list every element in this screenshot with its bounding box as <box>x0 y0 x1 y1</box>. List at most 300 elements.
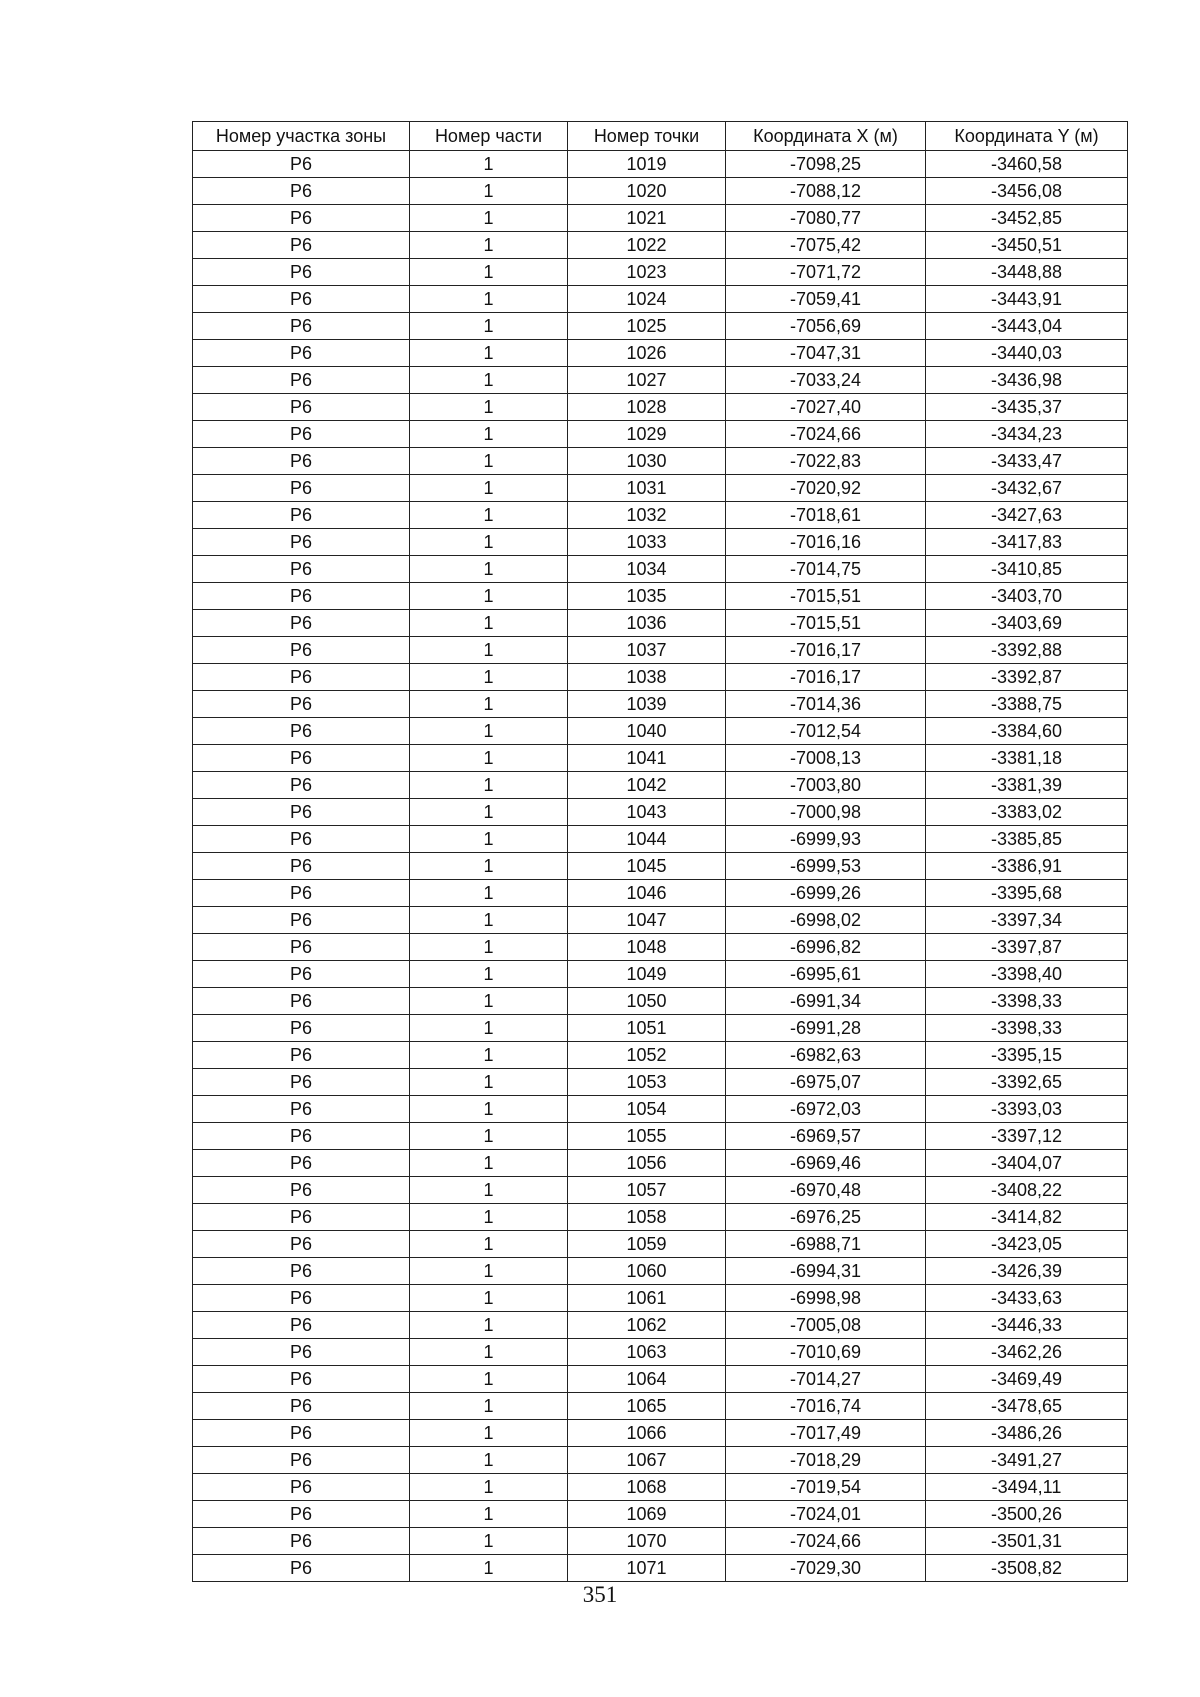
cell-part-number: 1 <box>410 259 568 286</box>
table-row <box>193 1555 1128 1582</box>
table-row <box>193 151 1128 178</box>
cell-coordinate-y: -3436,98 <box>926 367 1128 394</box>
table-row <box>193 448 1128 475</box>
table-row <box>193 610 1128 637</box>
cell-point-number: 1019 <box>568 151 726 178</box>
cell-coordinate-x: -7027,40 <box>726 394 926 421</box>
cell-coordinate-y: -3385,85 <box>926 826 1128 853</box>
cell-part-number: 1 <box>410 1258 568 1285</box>
cell-part-number: 1 <box>410 1204 568 1231</box>
table-row <box>193 205 1128 232</box>
cell-point-number: 1028 <box>568 394 726 421</box>
cell-coordinate-y: -3395,68 <box>926 880 1128 907</box>
cell-point-number: 1040 <box>568 718 726 745</box>
cell-point-number: 1064 <box>568 1366 726 1393</box>
cell-coordinate-x: -7000,98 <box>726 799 926 826</box>
cell-coordinate-y: -3392,87 <box>926 664 1128 691</box>
table-row <box>193 1393 1128 1420</box>
cell-coordinate-x: -7016,17 <box>726 664 926 691</box>
cell-part-number: 1 <box>410 1015 568 1042</box>
table-row <box>193 961 1128 988</box>
table-row <box>193 907 1128 934</box>
table-row <box>193 1420 1128 1447</box>
cell-coordinate-y: -3398,33 <box>926 1015 1128 1042</box>
cell-point-number: 1069 <box>568 1501 726 1528</box>
cell-coordinate-y: -3398,40 <box>926 961 1128 988</box>
cell-part-number: 1 <box>410 232 568 259</box>
cell-zone-section: Р6 <box>193 232 410 259</box>
table-row <box>193 583 1128 610</box>
header-zone-section-number: Номер участка зоны <box>193 122 410 151</box>
cell-point-number: 1058 <box>568 1204 726 1231</box>
cell-zone-section: Р6 <box>193 691 410 718</box>
cell-part-number: 1 <box>410 718 568 745</box>
cell-coordinate-x: -6970,48 <box>726 1177 926 1204</box>
cell-coordinate-y: -3432,67 <box>926 475 1128 502</box>
table-row <box>193 259 1128 286</box>
cell-part-number: 1 <box>410 1150 568 1177</box>
table-row <box>193 1366 1128 1393</box>
cell-point-number: 1044 <box>568 826 726 853</box>
cell-zone-section: Р6 <box>193 556 410 583</box>
cell-point-number: 1045 <box>568 853 726 880</box>
cell-zone-section: Р6 <box>193 664 410 691</box>
cell-coordinate-x: -6969,57 <box>726 1123 926 1150</box>
cell-coordinate-x: -6999,26 <box>726 880 926 907</box>
cell-part-number: 1 <box>410 988 568 1015</box>
cell-zone-section: Р6 <box>193 583 410 610</box>
cell-coordinate-y: -3403,69 <box>926 610 1128 637</box>
table-row <box>193 1231 1128 1258</box>
cell-point-number: 1061 <box>568 1285 726 1312</box>
cell-zone-section: Р6 <box>193 610 410 637</box>
cell-zone-section: Р6 <box>193 988 410 1015</box>
cell-part-number: 1 <box>410 826 568 853</box>
cell-part-number: 1 <box>410 880 568 907</box>
cell-part-number: 1 <box>410 178 568 205</box>
cell-zone-section: Р6 <box>193 1096 410 1123</box>
table-row <box>193 1204 1128 1231</box>
cell-point-number: 1027 <box>568 367 726 394</box>
cell-coordinate-y: -3433,47 <box>926 448 1128 475</box>
cell-coordinate-x: -6972,03 <box>726 1096 926 1123</box>
cell-part-number: 1 <box>410 745 568 772</box>
cell-coordinate-x: -7033,24 <box>726 367 926 394</box>
cell-part-number: 1 <box>410 529 568 556</box>
table-row <box>193 1312 1128 1339</box>
cell-part-number: 1 <box>410 340 568 367</box>
cell-coordinate-x: -7015,51 <box>726 610 926 637</box>
cell-point-number: 1033 <box>568 529 726 556</box>
cell-zone-section: Р6 <box>193 1555 410 1582</box>
cell-zone-section: Р6 <box>193 772 410 799</box>
table-row <box>193 691 1128 718</box>
cell-coordinate-y: -3408,22 <box>926 1177 1128 1204</box>
cell-coordinate-y: -3414,82 <box>926 1204 1128 1231</box>
cell-part-number: 1 <box>410 394 568 421</box>
cell-point-number: 1032 <box>568 502 726 529</box>
cell-point-number: 1052 <box>568 1042 726 1069</box>
cell-coordinate-x: -7098,25 <box>726 151 926 178</box>
cell-point-number: 1065 <box>568 1393 726 1420</box>
cell-part-number: 1 <box>410 1339 568 1366</box>
cell-part-number: 1 <box>410 637 568 664</box>
cell-point-number: 1020 <box>568 178 726 205</box>
table-header <box>193 122 1128 151</box>
cell-part-number: 1 <box>410 502 568 529</box>
table-row <box>193 826 1128 853</box>
cell-zone-section: Р6 <box>193 1339 410 1366</box>
cell-coordinate-y: -3500,26 <box>926 1501 1128 1528</box>
cell-coordinate-x: -7059,41 <box>726 286 926 313</box>
cell-point-number: 1057 <box>568 1177 726 1204</box>
cell-coordinate-y: -3478,65 <box>926 1393 1128 1420</box>
cell-coordinate-x: -6998,98 <box>726 1285 926 1312</box>
cell-part-number: 1 <box>410 1042 568 1069</box>
cell-point-number: 1043 <box>568 799 726 826</box>
cell-coordinate-x: -6995,61 <box>726 961 926 988</box>
cell-coordinate-x: -7014,75 <box>726 556 926 583</box>
cell-point-number: 1023 <box>568 259 726 286</box>
cell-zone-section: Р6 <box>193 151 410 178</box>
cell-coordinate-x: -7024,01 <box>726 1501 926 1528</box>
cell-point-number: 1026 <box>568 340 726 367</box>
cell-part-number: 1 <box>410 1231 568 1258</box>
cell-point-number: 1068 <box>568 1474 726 1501</box>
table-row <box>193 1069 1128 1096</box>
cell-coordinate-y: -3486,26 <box>926 1420 1128 1447</box>
cell-part-number: 1 <box>410 664 568 691</box>
cell-part-number: 1 <box>410 1123 568 1150</box>
cell-coordinate-y: -3452,85 <box>926 205 1128 232</box>
header-point-number: Номер точки <box>568 122 726 151</box>
cell-part-number: 1 <box>410 475 568 502</box>
cell-point-number: 1070 <box>568 1528 726 1555</box>
cell-point-number: 1060 <box>568 1258 726 1285</box>
table-row <box>193 421 1128 448</box>
table-row <box>193 340 1128 367</box>
cell-coordinate-y: -3462,26 <box>926 1339 1128 1366</box>
table-row <box>193 1123 1128 1150</box>
table-row <box>193 178 1128 205</box>
cell-coordinate-y: -3460,58 <box>926 151 1128 178</box>
cell-zone-section: Р6 <box>193 745 410 772</box>
table-row <box>193 1447 1128 1474</box>
cell-point-number: 1047 <box>568 907 726 934</box>
cell-coordinate-x: -7056,69 <box>726 313 926 340</box>
cell-point-number: 1059 <box>568 1231 726 1258</box>
cell-part-number: 1 <box>410 1366 568 1393</box>
cell-zone-section: Р6 <box>193 502 410 529</box>
table-row <box>193 1285 1128 1312</box>
cell-point-number: 1024 <box>568 286 726 313</box>
cell-coordinate-y: -3410,85 <box>926 556 1128 583</box>
table-row <box>193 502 1128 529</box>
cell-part-number: 1 <box>410 286 568 313</box>
table-row <box>193 799 1128 826</box>
cell-coordinate-x: -7080,77 <box>726 205 926 232</box>
cell-part-number: 1 <box>410 313 568 340</box>
cell-point-number: 1036 <box>568 610 726 637</box>
cell-zone-section: Р6 <box>193 934 410 961</box>
cell-part-number: 1 <box>410 1177 568 1204</box>
cell-part-number: 1 <box>410 1393 568 1420</box>
cell-zone-section: Р6 <box>193 718 410 745</box>
cell-point-number: 1031 <box>568 475 726 502</box>
cell-coordinate-x: -7022,83 <box>726 448 926 475</box>
cell-coordinate-x: -7016,16 <box>726 529 926 556</box>
cell-coordinate-y: -3381,39 <box>926 772 1128 799</box>
cell-point-number: 1049 <box>568 961 726 988</box>
cell-zone-section: Р6 <box>193 367 410 394</box>
cell-coordinate-x: -7088,12 <box>726 178 926 205</box>
table-row <box>193 1501 1128 1528</box>
cell-coordinate-y: -3491,27 <box>926 1447 1128 1474</box>
cell-zone-section: Р6 <box>193 880 410 907</box>
cell-zone-section: Р6 <box>193 961 410 988</box>
cell-coordinate-y: -3383,02 <box>926 799 1128 826</box>
table-row <box>193 934 1128 961</box>
cell-zone-section: Р6 <box>193 421 410 448</box>
cell-coordinate-y: -3426,39 <box>926 1258 1128 1285</box>
cell-zone-section: Р6 <box>193 1393 410 1420</box>
cell-coordinate-y: -3397,12 <box>926 1123 1128 1150</box>
cell-coordinate-x: -6999,93 <box>726 826 926 853</box>
cell-coordinate-y: -3435,37 <box>926 394 1128 421</box>
cell-coordinate-x: -7012,54 <box>726 718 926 745</box>
cell-coordinate-y: -3448,88 <box>926 259 1128 286</box>
cell-point-number: 1038 <box>568 664 726 691</box>
cell-coordinate-x: -7018,29 <box>726 1447 926 1474</box>
table-row <box>193 1339 1128 1366</box>
cell-part-number: 1 <box>410 1528 568 1555</box>
cell-zone-section: Р6 <box>193 286 410 313</box>
cell-point-number: 1025 <box>568 313 726 340</box>
table-row <box>193 988 1128 1015</box>
cell-coordinate-y: -3404,07 <box>926 1150 1128 1177</box>
cell-part-number: 1 <box>410 1285 568 1312</box>
cell-zone-section: Р6 <box>193 1447 410 1474</box>
cell-part-number: 1 <box>410 853 568 880</box>
cell-zone-section: Р6 <box>193 1042 410 1069</box>
cell-point-number: 1030 <box>568 448 726 475</box>
cell-zone-section: Р6 <box>193 1312 410 1339</box>
cell-part-number: 1 <box>410 1555 568 1582</box>
cell-coordinate-y: -3508,82 <box>926 1555 1128 1582</box>
cell-zone-section: Р6 <box>193 907 410 934</box>
cell-part-number: 1 <box>410 691 568 718</box>
cell-zone-section: Р6 <box>193 799 410 826</box>
cell-coordinate-x: -7071,72 <box>726 259 926 286</box>
cell-part-number: 1 <box>410 151 568 178</box>
table-row <box>193 367 1128 394</box>
cell-zone-section: Р6 <box>193 1420 410 1447</box>
cell-coordinate-x: -7003,80 <box>726 772 926 799</box>
cell-coordinate-x: -6991,28 <box>726 1015 926 1042</box>
cell-point-number: 1066 <box>568 1420 726 1447</box>
cell-zone-section: Р6 <box>193 1204 410 1231</box>
cell-point-number: 1071 <box>568 1555 726 1582</box>
cell-zone-section: Р6 <box>193 205 410 232</box>
cell-zone-section: Р6 <box>193 313 410 340</box>
cell-coordinate-y: -3433,63 <box>926 1285 1128 1312</box>
cell-coordinate-y: -3443,04 <box>926 313 1128 340</box>
table-body <box>193 151 1128 1582</box>
cell-point-number: 1035 <box>568 583 726 610</box>
cell-zone-section: Р6 <box>193 853 410 880</box>
cell-coordinate-y: -3388,75 <box>926 691 1128 718</box>
table-row <box>193 1150 1128 1177</box>
cell-point-number: 1037 <box>568 637 726 664</box>
header-coordinate-x: Координата X (м) <box>726 122 926 151</box>
cell-coordinate-x: -7047,31 <box>726 340 926 367</box>
cell-part-number: 1 <box>410 1501 568 1528</box>
table-row <box>193 1015 1128 1042</box>
cell-part-number: 1 <box>410 1096 568 1123</box>
cell-zone-section: Р6 <box>193 340 410 367</box>
coordinates-table <box>192 121 1128 1582</box>
table-row <box>193 1258 1128 1285</box>
page-number: 351 <box>582 1582 618 1607</box>
cell-zone-section: Р6 <box>193 1015 410 1042</box>
cell-coordinate-y: -3501,31 <box>926 1528 1128 1555</box>
cell-coordinate-x: -7029,30 <box>726 1555 926 1582</box>
cell-part-number: 1 <box>410 961 568 988</box>
cell-zone-section: Р6 <box>193 1474 410 1501</box>
cell-point-number: 1055 <box>568 1123 726 1150</box>
cell-part-number: 1 <box>410 772 568 799</box>
cell-zone-section: Р6 <box>193 529 410 556</box>
cell-zone-section: Р6 <box>193 1150 410 1177</box>
header-part-number: Номер части <box>410 122 568 151</box>
table-row <box>193 556 1128 583</box>
cell-coordinate-x: -6994,31 <box>726 1258 926 1285</box>
cell-coordinate-y: -3397,87 <box>926 934 1128 961</box>
cell-zone-section: Р6 <box>193 826 410 853</box>
table-row <box>193 232 1128 259</box>
cell-point-number: 1021 <box>568 205 726 232</box>
cell-point-number: 1062 <box>568 1312 726 1339</box>
cell-coordinate-y: -3450,51 <box>926 232 1128 259</box>
cell-part-number: 1 <box>410 448 568 475</box>
table-row <box>193 1096 1128 1123</box>
cell-coordinate-y: -3403,70 <box>926 583 1128 610</box>
cell-coordinate-x: -7016,17 <box>726 637 926 664</box>
header-row <box>193 122 1128 151</box>
header-coordinate-y: Координата Y (м) <box>926 122 1128 151</box>
cell-zone-section: Р6 <box>193 637 410 664</box>
cell-zone-section: Р6 <box>193 1177 410 1204</box>
cell-part-number: 1 <box>410 1312 568 1339</box>
cell-point-number: 1051 <box>568 1015 726 1042</box>
cell-coordinate-y: -3392,65 <box>926 1069 1128 1096</box>
table-row <box>193 1474 1128 1501</box>
cell-coordinate-y: -3456,08 <box>926 178 1128 205</box>
cell-part-number: 1 <box>410 367 568 394</box>
cell-part-number: 1 <box>410 934 568 961</box>
cell-point-number: 1053 <box>568 1069 726 1096</box>
cell-part-number: 1 <box>410 421 568 448</box>
table-row <box>193 745 1128 772</box>
cell-coordinate-x: -7005,08 <box>726 1312 926 1339</box>
table-row <box>193 637 1128 664</box>
cell-point-number: 1029 <box>568 421 726 448</box>
cell-coordinate-x: -7015,51 <box>726 583 926 610</box>
cell-part-number: 1 <box>410 556 568 583</box>
cell-point-number: 1054 <box>568 1096 726 1123</box>
cell-coordinate-y: -3393,03 <box>926 1096 1128 1123</box>
cell-point-number: 1063 <box>568 1339 726 1366</box>
cell-coordinate-x: -7016,74 <box>726 1393 926 1420</box>
table-row <box>193 529 1128 556</box>
cell-coordinate-x: -6998,02 <box>726 907 926 934</box>
cell-zone-section: Р6 <box>193 259 410 286</box>
cell-coordinate-x: -7014,27 <box>726 1366 926 1393</box>
cell-zone-section: Р6 <box>193 448 410 475</box>
table-row <box>193 1042 1128 1069</box>
table-row <box>193 286 1128 313</box>
cell-point-number: 1048 <box>568 934 726 961</box>
table-row <box>193 880 1128 907</box>
cell-coordinate-y: -3386,91 <box>926 853 1128 880</box>
cell-zone-section: Р6 <box>193 1501 410 1528</box>
cell-part-number: 1 <box>410 205 568 232</box>
cell-coordinate-x: -6988,71 <box>726 1231 926 1258</box>
cell-coordinate-x: -7017,49 <box>726 1420 926 1447</box>
cell-part-number: 1 <box>410 799 568 826</box>
cell-coordinate-y: -3440,03 <box>926 340 1128 367</box>
cell-zone-section: Р6 <box>193 1258 410 1285</box>
cell-coordinate-x: -6996,82 <box>726 934 926 961</box>
table-row <box>193 772 1128 799</box>
cell-coordinate-y: -3417,83 <box>926 529 1128 556</box>
table-row <box>193 853 1128 880</box>
cell-coordinate-x: -7075,42 <box>726 232 926 259</box>
cell-coordinate-x: -7010,69 <box>726 1339 926 1366</box>
cell-zone-section: Р6 <box>193 1123 410 1150</box>
cell-zone-section: Р6 <box>193 1285 410 1312</box>
cell-coordinate-y: -3423,05 <box>926 1231 1128 1258</box>
cell-part-number: 1 <box>410 1474 568 1501</box>
cell-coordinate-y: -3398,33 <box>926 988 1128 1015</box>
cell-zone-section: Р6 <box>193 178 410 205</box>
cell-coordinate-x: -7008,13 <box>726 745 926 772</box>
cell-coordinate-y: -3395,15 <box>926 1042 1128 1069</box>
cell-coordinate-x: -6975,07 <box>726 1069 926 1096</box>
cell-point-number: 1041 <box>568 745 726 772</box>
cell-zone-section: Р6 <box>193 1528 410 1555</box>
cell-point-number: 1056 <box>568 1150 726 1177</box>
cell-coordinate-x: -7014,36 <box>726 691 926 718</box>
table-row <box>193 718 1128 745</box>
cell-coordinate-x: -6982,63 <box>726 1042 926 1069</box>
cell-zone-section: Р6 <box>193 1231 410 1258</box>
cell-point-number: 1050 <box>568 988 726 1015</box>
cell-zone-section: Р6 <box>193 394 410 421</box>
cell-part-number: 1 <box>410 1069 568 1096</box>
cell-coordinate-y: -3494,11 <box>926 1474 1128 1501</box>
table-row <box>193 313 1128 340</box>
table-row <box>193 1177 1128 1204</box>
cell-point-number: 1034 <box>568 556 726 583</box>
cell-coordinate-x: -7020,92 <box>726 475 926 502</box>
cell-coordinate-x: -7024,66 <box>726 1528 926 1555</box>
cell-coordinate-y: -3397,34 <box>926 907 1128 934</box>
cell-coordinate-y: -3446,33 <box>926 1312 1128 1339</box>
cell-coordinate-x: -7024,66 <box>726 421 926 448</box>
cell-part-number: 1 <box>410 907 568 934</box>
cell-coordinate-y: -3384,60 <box>926 718 1128 745</box>
